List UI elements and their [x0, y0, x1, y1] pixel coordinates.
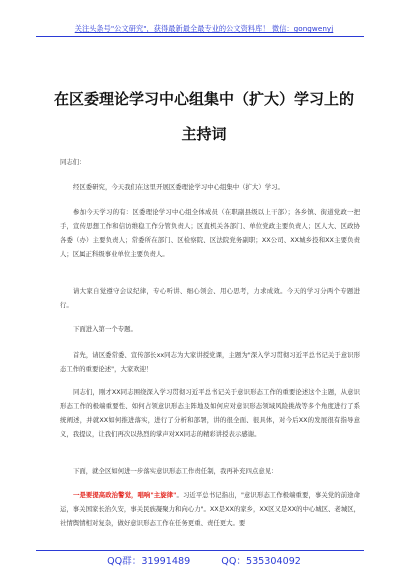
- paragraph-8-text: 。习近平总书记指出，"意识形态工作极端重要，事关党的前途命运，事关国家长治久安，事关民族凝聚力和向心力"。XX是XX的家乡，XX区又是XX的中心城区、老城区，社情舆情相对复杂，做好意识形态工作在任务更重、责任更大。要: [60, 491, 360, 527]
- paragraph-5: 首先，请区委常委、宣传部长xx同志为大家讲授党课，主题为"深入学习贯彻习近平总书记关于意识形态工作的重要论述"，大家欢迎！: [60, 351, 360, 373]
- highlight-point-one: 一是要提高政治警觉，唱响"主旋律": [73, 491, 177, 499]
- title-line-1: 在区委理论学习中心组集中（扩大）学习上的: [53, 90, 354, 108]
- paragraph-8: [60, 488, 360, 530]
- paragraph-2: 参加今天学习的有：区委理论学习中心组全体成员（在职副县级以上干部）；各乡镇、街道党政一把手，宣传思想工作和信访维稳工作分管负责人；区直机关各部门、单位党政主要负责人；区人大、区政协各委（办）主要负责人；常委所在部门、区检察院、区法院党务副职；XX公司、XX城乡投和XX主要负责人；区属正科级事业单位主要负责人。: [60, 208, 360, 258]
- footer-contact: [0, 553, 408, 567]
- footer-divider: [36, 550, 364, 551]
- paragraph-6: 同志们，刚才XX同志围绕深入学习贯彻习近平总书记关于意识形态工作的重要论述这个主题，从意识形态工作的极端重要性、如何占领意识形态主阵地及如何应对意识形态领域风险挑战等多个角度进行了系统阐述，并就XX如何推进落实，进行了分析和部署，讲的很全面、很具体，对今后XX的发展很有指导意义，我提议，让我们再次以热烈的掌声对XX同志的精彩讲授表示感谢。: [60, 388, 360, 438]
- header-divider: [36, 36, 364, 37]
- salutation: 同志们：: [60, 158, 86, 166]
- document-title: [36, 82, 372, 152]
- paragraph-7: 下面，就全区如何进一步落实意识形态工作责任制，我再补充四点意见：: [73, 467, 278, 475]
- header-promo-link[interactable]: 关注头条号"公文研究"，获得最新最全最专业的公文资料库！ 微信：gongwenyj: [74, 24, 334, 33]
- paragraph-1: 经区委研究，今天我们在这里开展区委理论学习中心组集中（扩大）学习。: [73, 183, 284, 191]
- paragraph-4: 下面进入第一个专题。: [73, 325, 137, 333]
- qq-group-number: QQ群：31991489: [107, 556, 191, 567]
- qq-number: QQ：535304092: [221, 556, 301, 567]
- title-line-2: 主持词: [181, 125, 227, 143]
- paragraph-3: 请大家自觉遵守会议纪律，专心听讲、细心领会、用心思考，力求成效。今天的学习分两个专题进行。: [60, 287, 360, 309]
